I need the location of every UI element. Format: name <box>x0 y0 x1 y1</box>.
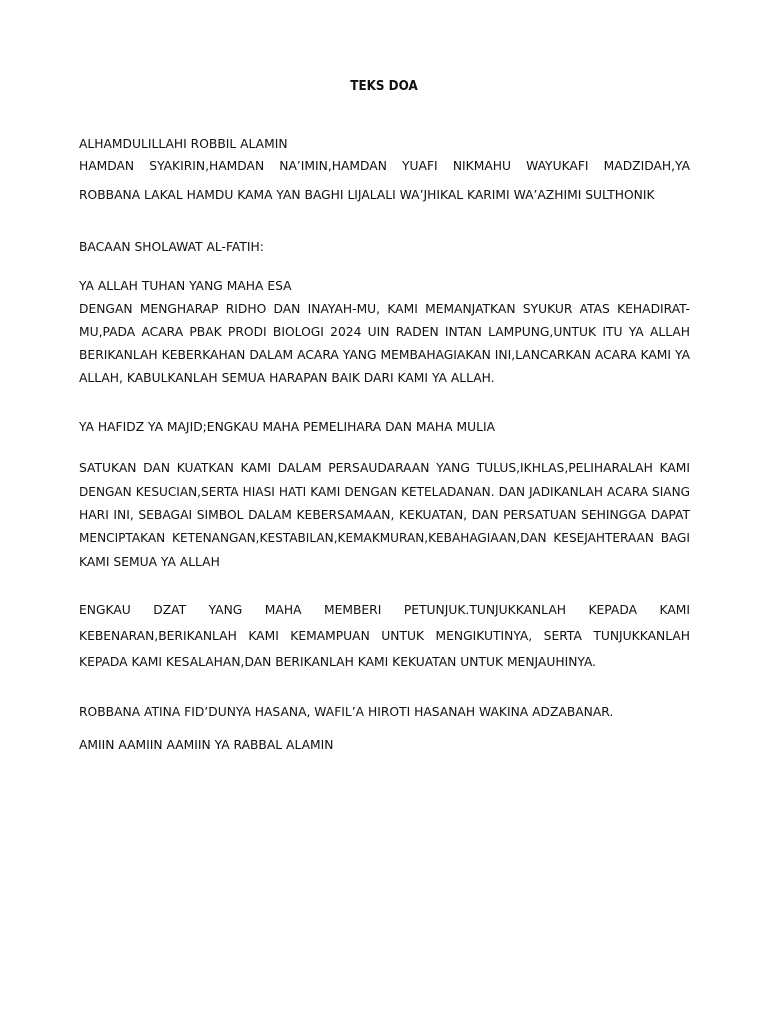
text-line: BERIKANLAH KEBERKAHAN DALAM ACARA YANG MEMBAHAGIAKAN INI,LANCARKAN ACARA KAMI YA <box>79 348 690 362</box>
text-line: ALHAMDULILLAHI ROBBIL ALAMIN <box>79 137 288 151</box>
text-line: ALLAH, KABULKANLAH SEMUA HARAPAN BAIK DARI KAMI YA ALLAH. <box>79 371 495 385</box>
text-line: MENCIPTAKAN KETENANGAN,KESTABILAN,KEMAKMURAN,KEBAHAGIAAN,DAN KESEJAHTERAAN BAGI <box>79 531 690 545</box>
text-line: HAMDAN SYAKIRIN,HAMDAN NA’IMIN,HAMDAN YUAFI NIKMAHU WAYUKAFI MADZIDAH,YA <box>79 159 690 173</box>
text-line: AMIIN AAMIIN AAMIIN YA RABBAL ALAMIN <box>79 738 334 752</box>
text-line: YA ALLAH TUHAN YANG MAHA ESA <box>79 279 292 293</box>
text-line: ENGKAU DZAT YANG MAHA MEMBERI PETUNJUK.TUNJUKKANLAH KEPADA KAMI <box>79 603 690 617</box>
text-line: DENGAN KESUCIAN,SERTA HIASI HATI KAMI DENGAN KETELADANAN. DAN JADIKANLAH ACARA SIANG <box>79 485 690 499</box>
text-line: ROBBANA LAKAL HAMDU KAMA YAN BAGHI LIJALALI WA’JHIKAL KARIMI WA’AZHIMI SULTHONIK <box>79 188 655 202</box>
text-line: HARI INI, SEBAGAI SIMBOL DALAM KEBERSAMAAN, KEKUATAN, DAN PERSATUAN SEHINGGA DAPAT <box>79 508 690 522</box>
text-line: KEBENARAN,BERIKANLAH KAMI KEMAMPUAN UNTUK MENGIKUTINYA, SERTA TUNJUKKANLAH <box>79 629 690 643</box>
text-line: YA HAFIDZ YA MAJID;ENGKAU MAHA PEMELIHARA DAN MAHA MULIA <box>79 420 495 434</box>
text-line: DENGAN MENGHARAP RIDHO DAN INAYAH-MU, KAMI MEMANJATKAN SYUKUR ATAS KEHADIRAT- <box>79 302 690 316</box>
section-heading: BACAAN SHOLAWAT AL-FATIH: <box>79 240 264 254</box>
text-line: SATUKAN DAN KUATKAN KAMI DALAM PERSAUDARAAN YANG TULUS,IKHLAS,PELIHARALAH KAMI <box>79 461 690 475</box>
text-line: ROBBANA ATINA FID’DUNYA HASANA, WAFIL’A HIROTI HASANAH WAKINA ADZABANAR. <box>79 705 614 719</box>
document-title: TEKS DOA <box>350 79 418 94</box>
text-line: MU,PADA ACARA PBAK PRODI BIOLOGI 2024 UIN RADEN INTAN LAMPUNG,UNTUK ITU YA ALLAH <box>79 325 690 339</box>
text-line: KAMI SEMUA YA ALLAH <box>79 555 220 569</box>
text-line: KEPADA KAMI KESALAHAN,DAN BERIKANLAH KAMI KEKUATAN UNTUK MENJAUHINYA. <box>79 655 597 669</box>
